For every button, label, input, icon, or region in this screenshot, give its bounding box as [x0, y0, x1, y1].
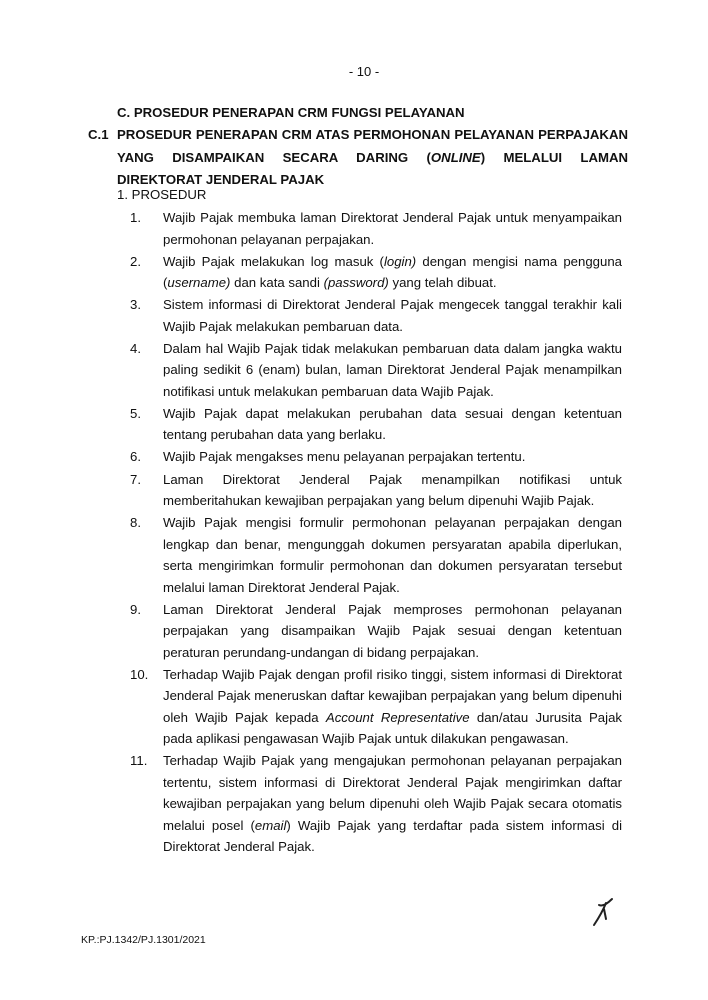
text-segment: Laman Direktorat Jenderal Pajak memproses permohonan pelayanan perpajakan yang disampaikan Wajib Pajak sesuai dengan ketentuan peraturan perundang-undangan di bidang perpajakan.	[163, 601, 622, 660]
item-number: 6.	[130, 449, 141, 465]
item-number: 5.	[130, 405, 141, 421]
item-number: 11.	[130, 753, 148, 769]
list-item	[130, 750, 622, 858]
section-c1-label: C.1	[88, 127, 109, 142]
item-number: 1.	[130, 210, 141, 225]
text-segment: Dalam hal Wajib Pajak tidak melakukan pembaruan data dalam jangka waktu paling sedikit 6 (enam) bulan, laman Direktorat Jenderal Pajak menampilkan notifikasi untuk melakukan pembaruan data Wajib Pajak.	[163, 340, 622, 399]
section-c1-title	[117, 124, 628, 192]
text-segment: Wajib Pajak membuka laman Direktorat Jenderal Pajak untuk menyampaikan permohonan pelayanan perpajakan.	[163, 210, 622, 247]
italic-term: (password)	[323, 275, 389, 291]
text-segment: ) Wajib Pajak yang terdaftar pada sistem informasi di Direktorat Jenderal Pajak.	[163, 817, 622, 855]
list-item	[130, 469, 622, 512]
list-item	[130, 664, 622, 750]
procedure-list	[130, 207, 622, 859]
item-number: 3.	[130, 297, 141, 313]
list-item	[130, 251, 622, 294]
text-segment: dan/atau Jurusita Pajak pada aplikasi pengawasan Wajib Pajak untuk dilakukan pengawasan.	[163, 709, 623, 747]
section-c-heading: C. PROSEDUR PENERAPAN CRM FUNGSI PELAYANAN	[117, 105, 465, 120]
italic-term: Account Representative	[325, 709, 470, 725]
text-segment: Laman Direktorat Jenderal Pajak menampilkan notifikasi untuk memberitahukan kewajiban perpajakan yang belum dipenuhi Wajib Pajak.	[163, 471, 622, 509]
text-segment: dan kata sandi	[230, 275, 324, 291]
list-item	[130, 338, 622, 403]
item-number: 9.	[130, 601, 141, 617]
text-segment: ) MELALUI LAMAN DIREKTORAT JENDERAL PAJAK	[117, 149, 629, 187]
footer-document-code: KP.:PJ.1342/PJ.1301/2021	[81, 934, 206, 946]
italic-term: email	[254, 817, 287, 833]
text-segment: Wajib Pajak mengisi formulir permohonan pelayanan perpajakan dengan lengkap dan benar, mengunggah dokumen persyaratan apabila diperlukan, serta mengirimkan formulir permohonan dan dokumen persyaratan tersebut melalui laman Direktorat Jenderal Pajak.	[163, 515, 622, 595]
italic-term: ONLINE	[430, 149, 481, 165]
list-item	[130, 294, 622, 337]
text-segment: PROSEDUR PENERAPAN CRM ATAS PERMOHONAN PELAYANAN PERPAJAKAN YANG DISAMPAIKAN SECARA DARING (	[117, 127, 628, 165]
text-segment: Sistem informasi di Direktorat Jenderal Pajak mengecek tanggal terakhir kali Wajib Pajak melakukan pembaruan data.	[163, 297, 622, 334]
italic-term: login)	[383, 253, 417, 269]
text-segment: yang telah dibuat.	[388, 275, 497, 291]
text-segment: Wajib Pajak melakukan log masuk (	[163, 253, 384, 269]
list-item	[130, 512, 622, 598]
section-c1-heading	[88, 124, 628, 192]
item-number: 7.	[130, 471, 141, 487]
item-number: 10.	[130, 666, 149, 682]
list-item	[130, 207, 622, 250]
initial-signature	[590, 895, 616, 934]
italic-term: username)	[167, 275, 231, 291]
list-item	[130, 599, 622, 664]
item-number: 4.	[130, 340, 141, 356]
list-item	[130, 446, 622, 468]
page-number: - 10 -	[348, 64, 380, 79]
item-number: 2.	[130, 253, 141, 269]
text-segment: dengan mengisi nama pengguna (	[163, 253, 622, 291]
text-segment: Wajib Pajak dapat melakukan perubahan data sesuai dengan ketentuan tentang perubahan data yang berlaku.	[163, 405, 622, 443]
subheading-prosedur: 1. PROSEDUR	[117, 187, 207, 202]
text-segment: Terhadap Wajib Pajak yang mengajukan permohonan pelayanan perpajakan tertentu, sistem informasi di Direktorat Jenderal Pajak mengirimkan daftar kewajiban perpajakan yang belum dipenuhi oleh Wajib Pajak secara otomatis melalui posel (	[163, 753, 622, 833]
text-segment: Terhadap Wajib Pajak dengan profil risiko tinggi, sistem informasi di Direktorat Jenderal Pajak meneruskan daftar kewajiban perpajakan yang belum dipenuhi oleh Wajib Pajak kepada	[163, 666, 622, 725]
list-item	[130, 403, 622, 446]
item-number: 8.	[130, 515, 141, 531]
text-segment: Wajib Pajak mengakses menu pelayanan perpajakan tertentu.	[163, 449, 526, 465]
